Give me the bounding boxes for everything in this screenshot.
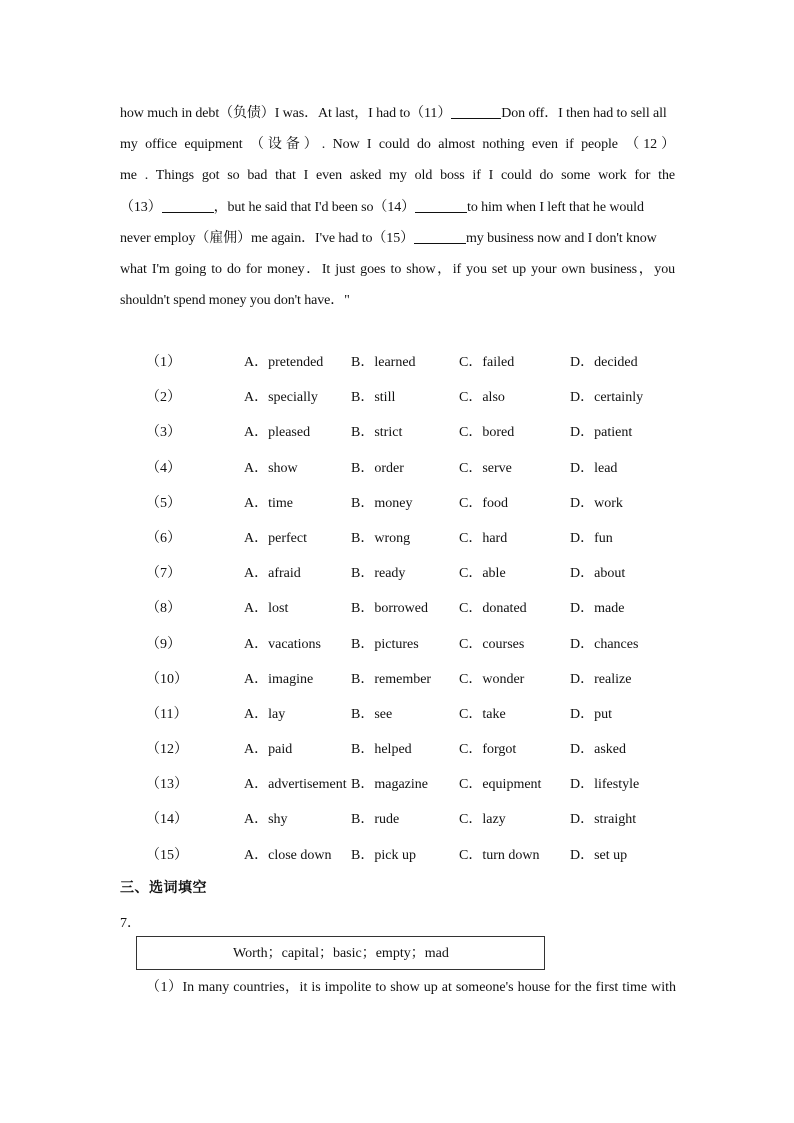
option-a[interactable]: A．shy [244,812,288,828]
option-a[interactable]: A．advertisement [244,777,347,793]
option-a[interactable]: A．vacations [244,636,321,652]
option-b[interactable]: B．see [351,706,393,722]
option-d[interactable]: D．realize [570,671,632,687]
option-c[interactable]: C．also [459,390,505,406]
option-number: （5） [146,495,181,511]
option-d[interactable]: D．certainly [570,390,644,406]
option-row [146,704,706,739]
option-c[interactable]: C．wonder [459,671,525,687]
option-number: （8） [146,601,181,617]
option-a[interactable]: A．lay [244,706,286,722]
option-c[interactable]: C．courses [459,636,525,652]
word-bank-box [136,936,545,970]
option-b[interactable]: B．remember [351,671,432,687]
passage-line-7: shouldn't spend money you don't have．" [120,293,350,309]
option-row [146,669,706,704]
option-row [146,352,706,387]
option-c[interactable]: C．failed [459,355,515,370]
question-number: 7． [120,916,141,931]
passage-text: ，but he said that I'd been so（14） [213,199,416,215]
option-c[interactable]: C．equipment [459,777,542,793]
options-list [146,352,706,880]
option-b[interactable]: B．still [351,390,396,406]
option-row [146,458,706,493]
option-number: （12） [146,742,188,758]
option-b[interactable]: B．helped [351,742,412,758]
passage-line-2: my office equipment （设备）. Now I could do almost nothing even if people （12） [120,137,675,153]
passage-text: （13） [120,199,162,215]
option-b[interactable]: B．wrong [351,530,411,546]
option-a[interactable]: A．lost [244,601,289,617]
option-c[interactable]: C．take [459,706,506,722]
option-row [146,809,706,844]
option-d[interactable]: D．set up [570,847,628,863]
option-d[interactable]: D．work [570,495,623,511]
option-a[interactable]: A．specially [244,390,318,406]
option-b[interactable]: B．borrowed [351,601,428,617]
option-c[interactable]: C．forgot [459,742,517,758]
answer-blank-13[interactable] [162,198,214,213]
option-d[interactable]: D．straight [570,812,637,828]
answer-blank-14[interactable] [415,198,467,213]
option-c[interactable]: C．able [459,566,506,582]
passage-text: how much in debt（负债）I was．At last，I had to（11） [120,106,452,121]
option-a[interactable]: A．close down [244,847,332,863]
option-d[interactable]: D．about [570,566,626,582]
passage-text: to him when I left that he would [467,199,644,215]
passage-line-1 [120,98,675,129]
passage-line-3: me . Things got so bad that I even asked my old boss if I could do some work for the [120,168,675,184]
passage [120,98,675,316]
answer-blank-11[interactable] [451,104,501,119]
option-number: （1） [146,355,181,370]
option-a[interactable]: A．perfect [244,530,307,546]
option-b[interactable]: B．strict [351,425,403,441]
option-d[interactable]: D．chances [570,636,639,652]
option-number: （4） [146,460,181,476]
option-number: （10） [146,671,188,687]
option-row [146,493,706,528]
section-title: 三、选词填空 [120,880,207,896]
answer-blank-15[interactable] [414,229,466,244]
option-d[interactable]: D．put [570,706,612,722]
option-b[interactable]: B．pick up [351,847,416,863]
option-c[interactable]: C．turn down [459,847,540,863]
option-row [146,528,706,563]
option-number: （2） [146,390,181,406]
passage-line-4 [120,192,675,223]
option-a[interactable]: A．show [244,460,298,476]
option-c[interactable]: C．lazy [459,812,506,828]
option-b[interactable]: B．magazine [351,777,428,793]
option-number: （9） [146,636,181,652]
option-a[interactable]: A．pleased [244,425,311,441]
option-number: （13） [146,777,188,793]
option-b[interactable]: B．pictures [351,636,419,652]
option-row [146,739,706,774]
option-d[interactable]: D．fun [570,530,613,546]
option-number: （6） [146,530,181,546]
option-d[interactable]: D．decided [570,355,638,370]
option-d[interactable]: D．patient [570,425,633,441]
option-c[interactable]: C．serve [459,460,512,476]
option-d[interactable]: D．asked [570,742,626,758]
option-d[interactable]: D．lead [570,460,618,476]
passage-line-6: what I'm going to do for money．It just goes to show，if you set up your own business，you [120,261,675,277]
option-row [146,387,706,422]
option-row [146,598,706,633]
option-a[interactable]: A．pretended [244,355,324,370]
option-a[interactable]: A．afraid [244,566,301,582]
passage-text: never employ（雇佣）me again．I've had to（15） [120,230,415,246]
option-c[interactable]: C．bored [459,425,515,441]
option-row [146,422,706,457]
option-b[interactable]: B．money [351,495,413,511]
option-b[interactable]: B．learned [351,355,416,370]
passage-line-5 [120,223,675,254]
option-row [146,634,706,669]
option-number: （11） [146,706,188,722]
option-number: （14） [146,812,188,828]
option-d[interactable]: D．lifestyle [570,777,640,793]
option-a[interactable]: A．imagine [244,671,314,687]
option-c[interactable]: C．food [459,495,508,511]
option-number: （3） [146,425,181,441]
passage-text: Don off．I then had to sell all [501,106,667,121]
option-b[interactable]: B．order [351,460,404,476]
passage-text: my business now and I don't know [466,230,657,246]
option-row [146,563,706,598]
option-number: （15） [146,847,188,863]
option-d[interactable]: D．made [570,601,625,617]
option-b[interactable]: B．rude [351,812,400,828]
option-c[interactable]: C．donated [459,601,527,617]
option-b[interactable]: B．ready [351,566,406,582]
option-row [146,845,706,880]
word-bank-text: Worth；capital；basic；empty；mad [233,946,449,961]
option-a[interactable]: A．time [244,495,293,511]
option-number: （7） [146,566,181,582]
option-a[interactable]: A．paid [244,742,293,758]
option-c[interactable]: C．hard [459,530,508,546]
sentence-1: （1）In many countries，it is impolite to show up at someone's house for the first time with [146,980,676,995]
option-row [146,774,706,809]
